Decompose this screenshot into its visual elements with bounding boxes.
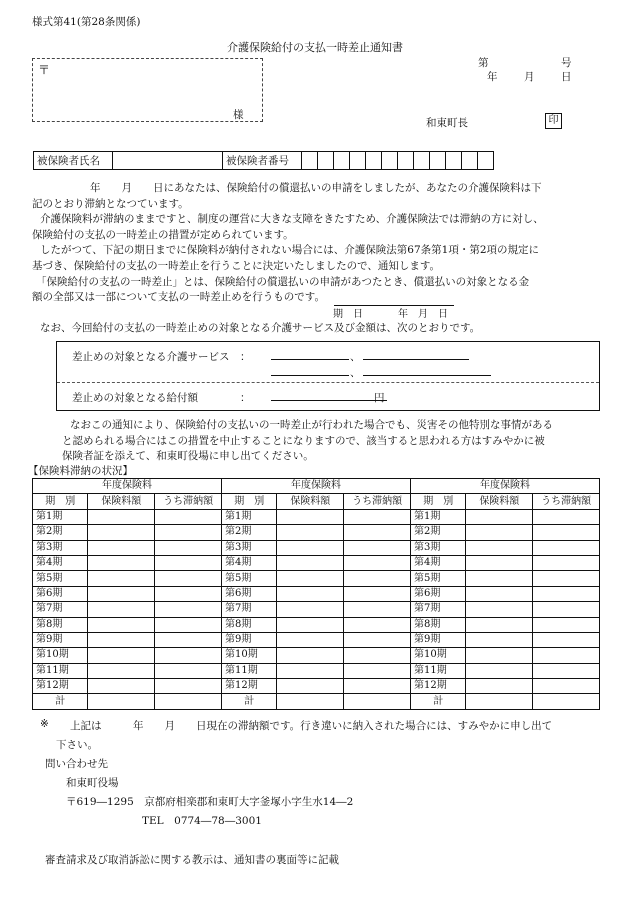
table-row	[411, 540, 600, 555]
overdue-total-cell[interactable]	[155, 694, 222, 709]
overdue-amount-cell[interactable]	[344, 663, 411, 678]
table-total-row	[411, 694, 600, 709]
table-row	[222, 555, 411, 570]
table-row	[411, 525, 600, 540]
table-row	[33, 632, 222, 647]
overdue-amount-cell[interactable]	[533, 663, 600, 678]
table-row	[222, 540, 411, 555]
premium-amount-cell[interactable]	[277, 679, 344, 694]
number-go: 号	[561, 57, 572, 69]
overdue-amount-cell[interactable]	[344, 586, 411, 601]
premium-amount-cell[interactable]	[466, 617, 533, 632]
period-label: 第5期	[33, 571, 88, 586]
period-label: 第2期	[411, 525, 466, 540]
period-label: 第4期	[222, 555, 277, 570]
overdue-amount-cell[interactable]	[155, 617, 222, 632]
table-row	[222, 586, 411, 601]
premium-table-2	[221, 478, 411, 710]
table-total-row	[33, 694, 222, 709]
overdue-column-header: うち滞納額	[533, 494, 600, 509]
overdue-amount-cell[interactable]	[344, 632, 411, 647]
period-label: 第1期	[33, 509, 88, 524]
table-row	[222, 648, 411, 663]
suspension-divider	[57, 382, 599, 383]
period-label: 第5期	[411, 571, 466, 586]
period-label: 第7期	[33, 602, 88, 617]
insured-number-digit[interactable]	[382, 152, 398, 170]
period-label: 第12期	[33, 679, 88, 694]
period-label: 第6期	[222, 586, 277, 601]
premium-column-header: 保険料額	[277, 494, 344, 509]
table-row	[33, 525, 222, 540]
overdue-amount-cell[interactable]	[533, 571, 600, 586]
date-month: 月	[524, 71, 535, 83]
date-day: 日	[561, 71, 572, 83]
period-label: 第2期	[33, 525, 88, 540]
insured-number-digit[interactable]	[430, 152, 446, 170]
yen-unit: 円	[374, 392, 385, 404]
service-comma-2: 、	[350, 367, 361, 379]
overdue-amount-cell[interactable]	[155, 663, 222, 678]
overdue-column-header: うち滞納額	[155, 494, 222, 509]
notice-line3: 保険者証を添えて、和東町役場に申し出てください。	[62, 450, 314, 462]
p4-line2: 額の全部又は一部について支払の一時差止めを行うものです。	[32, 291, 325, 303]
total-label: 計	[411, 694, 466, 709]
overdue-amount-cell[interactable]	[533, 525, 600, 540]
service-label: 差止めの対象となる介護サービス ：	[72, 351, 251, 363]
overdue-amount-cell[interactable]	[344, 540, 411, 555]
overdue-amount-cell[interactable]	[533, 586, 600, 601]
overdue-amount-cell[interactable]	[155, 571, 222, 586]
p4-line1: 「保険給付の支払の一時差止」とは、保険給付の償還払いの申請があつたとき、償還払いの対象となる金	[36, 276, 530, 288]
period-label: 第4期	[33, 555, 88, 570]
amount-label: 差止めの対象となる給付額 ：	[72, 392, 251, 404]
table-row	[411, 648, 600, 663]
insured-number-digit[interactable]	[446, 152, 462, 170]
premium-amount-cell[interactable]	[277, 509, 344, 524]
period-label: 第11期	[33, 663, 88, 678]
date-year: 年	[487, 71, 498, 83]
total-label: 計	[222, 694, 277, 709]
table-column-header-row	[33, 494, 222, 509]
p3-line1: したがつて、下記の期日までに保険料が納付されない場合には、介護保険法第67条第1項・第2項の規定に	[40, 244, 540, 256]
overdue-amount-cell[interactable]	[155, 586, 222, 601]
overdue-amount-cell[interactable]	[155, 648, 222, 663]
overdue-amount-cell[interactable]	[533, 632, 600, 647]
premium-amount-cell[interactable]	[88, 617, 155, 632]
period-label: 第7期	[222, 602, 277, 617]
overdue-amount-cell[interactable]	[533, 602, 600, 617]
table-row	[411, 586, 600, 601]
period-label: 第1期	[411, 509, 466, 524]
table-row	[222, 525, 411, 540]
table-heading: 【保険料滞納の状況】	[28, 465, 133, 477]
overdue-amount-cell[interactable]	[155, 679, 222, 694]
year-premium-header: 年度保険料	[411, 479, 600, 494]
premium-amount-cell[interactable]	[277, 540, 344, 555]
period-label: 第9期	[411, 632, 466, 647]
table-row	[222, 663, 411, 678]
table-row	[222, 632, 411, 647]
p2-line1: 介護保険料が滞納のままですと、制度の運営に大きな支障をきたすため、介護保険法では滞納の方に対し、	[40, 213, 544, 225]
period-label: 第7期	[411, 602, 466, 617]
insured-number-digit[interactable]	[350, 152, 366, 170]
period-label: 第9期	[33, 632, 88, 647]
table-row	[33, 648, 222, 663]
premium-column-header: 保険料額	[466, 494, 533, 509]
contact-address: 〒619―1295 京都府相楽郡和東町大字釜塚小字生水14―2	[66, 796, 354, 808]
overdue-amount-cell[interactable]	[533, 679, 600, 694]
premium-total-cell[interactable]	[466, 694, 533, 709]
premium-amount-cell[interactable]	[466, 602, 533, 617]
premium-amount-cell[interactable]	[466, 648, 533, 663]
service-field-4[interactable]	[363, 364, 491, 376]
seal-mark: 印	[545, 113, 562, 129]
overdue-amount-cell[interactable]	[344, 509, 411, 524]
period-label: 第3期	[411, 540, 466, 555]
appeal-notice: 審査請求及び取消訴訟に関する教示は、通知書の裏面等に記載	[45, 854, 339, 866]
premium-amount-cell[interactable]	[88, 663, 155, 678]
deadline-label: 期 日	[333, 309, 363, 320]
notice-line2: と認められる場合にはこの措置を中止することになりますので、該当すると思われる方はすみやかに被	[62, 435, 545, 447]
overdue-amount-cell[interactable]	[155, 540, 222, 555]
overdue-amount-cell[interactable]	[344, 679, 411, 694]
period-label: 第5期	[222, 571, 277, 586]
overdue-total-cell[interactable]	[344, 694, 411, 709]
total-label: 計	[33, 694, 88, 709]
overdue-amount-cell[interactable]	[344, 617, 411, 632]
overdue-amount-cell[interactable]	[155, 632, 222, 647]
table-row	[411, 509, 600, 524]
period-label: 第1期	[222, 509, 277, 524]
deadline-date: 年 月 日	[398, 309, 448, 320]
period-column-header: 期 別	[222, 494, 277, 509]
overdue-amount-cell[interactable]	[344, 525, 411, 540]
insured-number-label: 被保険者番号	[223, 152, 302, 170]
p5: なお、今回給付の支払の一時差止めの対象となる介護サービス及び金額は、次のとおりです。	[40, 322, 481, 334]
table-row	[411, 663, 600, 678]
period-column-header: 期 別	[411, 494, 466, 509]
premium-amount-cell[interactable]	[277, 555, 344, 570]
table-row	[33, 663, 222, 678]
table-column-header-row	[222, 494, 411, 509]
p2-line2: 保険給付の支払の一時差止の措置が定められています。	[32, 229, 294, 241]
period-label: 第4期	[411, 555, 466, 570]
insured-number-digit[interactable]	[398, 152, 414, 170]
period-label: 第3期	[222, 540, 277, 555]
premium-amount-cell[interactable]	[88, 509, 155, 524]
table-row	[411, 571, 600, 586]
amount-field[interactable]	[271, 389, 387, 401]
premium-total-cell[interactable]	[88, 694, 155, 709]
contact-office: 和東町役場	[66, 777, 119, 789]
overdue-amount-cell[interactable]	[155, 555, 222, 570]
table-row	[33, 555, 222, 570]
premium-amount-cell[interactable]	[466, 525, 533, 540]
premium-amount-cell[interactable]	[466, 555, 533, 570]
overdue-amount-cell[interactable]	[155, 525, 222, 540]
document-title: 介護保険給付の支払一時差止通知書	[227, 41, 403, 54]
postal-mark: 〒	[38, 63, 51, 77]
service-field-3[interactable]	[271, 364, 349, 376]
table-row	[222, 509, 411, 524]
insured-name-label: 被保険者氏名	[34, 152, 113, 170]
period-label: 第10期	[33, 648, 88, 663]
p3-line2: 基づき、保険給付の支払の一時差止を行うことに決定いたしましたので、通知します。	[32, 260, 441, 272]
table-group-header-row	[33, 479, 222, 494]
insured-number-digit[interactable]	[478, 152, 494, 170]
notice-line1-text: なおこの通知により、保険給付の支払いの一時差止が行われた場合でも、災害その他特別な事情があ	[70, 419, 543, 431]
period-label: 第8期	[33, 617, 88, 632]
premium-amount-cell[interactable]	[466, 679, 533, 694]
premium-amount-cell[interactable]	[88, 602, 155, 617]
period-label: 第10期	[222, 648, 277, 663]
p1-line1: 年 月 日にあなたは、保険給付の償還払いの申請をしましたが、あなたの介護保険料は下	[90, 182, 542, 194]
premium-amount-cell[interactable]	[466, 586, 533, 601]
contact-tel: TEL 0774―78―3001	[142, 815, 262, 827]
insured-name-field[interactable]	[113, 152, 223, 170]
period-label: 第10期	[411, 648, 466, 663]
premium-amount-cell[interactable]	[277, 617, 344, 632]
premium-amount-cell[interactable]	[88, 679, 155, 694]
period-label: 第6期	[33, 586, 88, 601]
period-label: 第6期	[411, 586, 466, 601]
premium-amount-cell[interactable]	[277, 525, 344, 540]
table-group-header-row	[222, 479, 411, 494]
year-premium-header: 年度保険料	[33, 479, 222, 494]
note-mark: ※	[40, 718, 49, 730]
overdue-amount-cell[interactable]	[533, 540, 600, 555]
insured-number-digit[interactable]	[334, 152, 350, 170]
insured-number-digit[interactable]	[462, 152, 478, 170]
overdue-amount-cell[interactable]	[155, 509, 222, 524]
overdue-total-cell[interactable]	[533, 694, 600, 709]
service-field-1[interactable]	[271, 348, 349, 360]
period-label: 第8期	[222, 617, 277, 632]
service-comma-1: 、	[350, 351, 361, 363]
premium-amount-cell[interactable]	[277, 663, 344, 678]
table-row	[33, 540, 222, 555]
notice-line1	[70, 417, 553, 432]
service-field-2[interactable]	[363, 348, 469, 360]
premium-amount-cell[interactable]	[466, 632, 533, 647]
period-label: 第2期	[222, 525, 277, 540]
premium-amount-cell[interactable]	[466, 663, 533, 678]
table-row	[33, 617, 222, 632]
premium-amount-cell[interactable]	[88, 648, 155, 663]
year-premium-header: 年度保険料	[222, 479, 411, 494]
table-column-header-row	[411, 494, 600, 509]
premium-amount-cell[interactable]	[466, 509, 533, 524]
overdue-amount-cell[interactable]	[533, 617, 600, 632]
premium-amount-cell[interactable]	[88, 555, 155, 570]
insured-info-table	[33, 151, 494, 170]
table-row	[222, 571, 411, 586]
honorific: 様	[233, 109, 244, 121]
period-label: 第12期	[411, 679, 466, 694]
table-row	[411, 617, 600, 632]
table-row	[33, 602, 222, 617]
premium-amount-cell[interactable]	[88, 632, 155, 647]
premium-amount-cell[interactable]	[277, 632, 344, 647]
overdue-amount-cell[interactable]	[533, 555, 600, 570]
premium-amount-cell[interactable]	[277, 602, 344, 617]
table-row	[222, 679, 411, 694]
premium-amount-cell[interactable]	[88, 540, 155, 555]
note-line2: 下さい。	[56, 739, 98, 751]
premium-column-header: 保険料額	[88, 494, 155, 509]
insured-number-digit[interactable]	[318, 152, 334, 170]
period-label: 第12期	[222, 679, 277, 694]
overdue-amount-cell[interactable]	[344, 602, 411, 617]
notice-line1-end: る	[542, 419, 553, 431]
insured-number-digit[interactable]	[414, 152, 430, 170]
premium-amount-cell[interactable]	[466, 571, 533, 586]
premium-table-1	[32, 478, 222, 710]
table-row	[411, 555, 600, 570]
premium-table-3	[410, 478, 600, 710]
premium-amount-cell[interactable]	[277, 586, 344, 601]
overdue-amount-cell[interactable]	[533, 648, 600, 663]
number-dai: 第	[478, 57, 489, 69]
premium-amount-cell[interactable]	[88, 525, 155, 540]
overdue-amount-cell[interactable]	[344, 648, 411, 663]
insured-number-digit[interactable]	[302, 152, 318, 170]
table-row	[33, 679, 222, 694]
premium-amount-cell[interactable]	[466, 540, 533, 555]
period-label: 第8期	[411, 617, 466, 632]
premium-amount-cell[interactable]	[277, 571, 344, 586]
table-row	[222, 602, 411, 617]
period-column-header: 期 別	[33, 494, 88, 509]
address-box	[32, 58, 263, 122]
table-row	[33, 509, 222, 524]
insured-number-digit[interactable]	[366, 152, 382, 170]
premium-amount-cell[interactable]	[277, 648, 344, 663]
overdue-amount-cell[interactable]	[344, 571, 411, 586]
table-row	[222, 617, 411, 632]
table-row	[33, 571, 222, 586]
note-line1: 上記は 年 月 日現在の滞納額です。行き違いに納入された場合には、すみやかに申し出て	[70, 720, 553, 732]
overdue-amount-cell[interactable]	[155, 602, 222, 617]
table-group-header-row	[411, 479, 600, 494]
table-row	[411, 602, 600, 617]
period-label: 第11期	[411, 663, 466, 678]
premium-total-cell[interactable]	[277, 694, 344, 709]
mayor-name: 和東町長	[426, 117, 468, 129]
p1-line2: 記のとおり滞納となつています。	[32, 198, 189, 210]
table-row	[33, 586, 222, 601]
period-label: 第3期	[33, 540, 88, 555]
overdue-column-header: うち滞納額	[344, 494, 411, 509]
overdue-amount-cell[interactable]	[344, 555, 411, 570]
premium-amount-cell[interactable]	[88, 571, 155, 586]
period-label: 第11期	[222, 663, 277, 678]
table-row	[411, 679, 600, 694]
contact-label: 問い合わせ先	[45, 758, 108, 770]
premium-amount-cell[interactable]	[88, 586, 155, 601]
overdue-amount-cell[interactable]	[533, 509, 600, 524]
table-total-row	[222, 694, 411, 709]
table-row	[411, 632, 600, 647]
period-label: 第9期	[222, 632, 277, 647]
form-number: 様式第41(第28条関係)	[32, 16, 141, 28]
